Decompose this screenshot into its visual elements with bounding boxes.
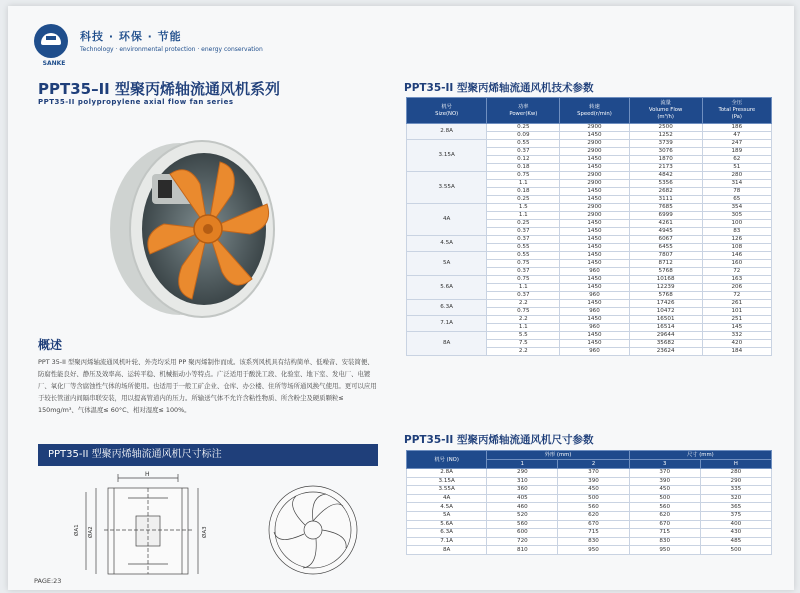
table-cell: 16514 [629, 324, 702, 332]
table-row [407, 529, 772, 538]
table-cell: 0.09 [487, 132, 560, 140]
table-cell: 3739 [629, 140, 702, 148]
table-cell: 78 [702, 188, 771, 196]
table-cell: 29644 [629, 332, 702, 340]
dimension-drawing-banner: PPT35-II 型聚丙烯轴流通风机尺寸标注 [38, 444, 378, 466]
table-cell: 6999 [629, 212, 702, 220]
tech-header-en: Size(NO) [435, 110, 459, 117]
size-subheader-cell: 3 [629, 460, 700, 469]
table-cell: 460 [487, 503, 558, 512]
table-cell: 0.55 [487, 244, 560, 252]
table-cell: 247 [702, 140, 771, 148]
model-cell: 4A [407, 494, 487, 503]
model-cell: 3.15A [407, 477, 487, 486]
table-cell: 390 [558, 477, 629, 486]
model-cell: 5A [407, 511, 487, 520]
table-cell: 0.37 [487, 148, 560, 156]
table-cell: 1450 [560, 332, 629, 340]
table-cell: 2900 [560, 212, 629, 220]
model-cell: 5.6A [407, 520, 487, 529]
table-cell: 0.37 [487, 292, 560, 300]
table-cell: 23624 [629, 348, 702, 356]
tech-table-title: PPT35-II 型聚丙烯轴流通风机技术参数 [404, 82, 594, 94]
table-cell: 163 [702, 276, 771, 284]
table-cell: 1450 [560, 156, 629, 164]
tech-header-cell [629, 98, 702, 124]
table-cell: 2173 [629, 164, 702, 172]
table-cell: 1870 [629, 156, 702, 164]
table-cell: 450 [558, 486, 629, 495]
table-cell: 830 [629, 537, 700, 546]
tech-table-header-row [407, 98, 772, 124]
table-cell: 290 [487, 469, 558, 478]
table-cell: 2900 [560, 140, 629, 148]
table-cell: 2500 [629, 124, 702, 132]
model-cell: 5A [407, 252, 487, 276]
model-cell: 3.55A [407, 486, 487, 495]
table-cell: 126 [702, 236, 771, 244]
table-cell: 206 [702, 284, 771, 292]
table-cell: 5356 [629, 180, 702, 188]
table-cell: 520 [487, 511, 558, 520]
table-cell: 0.25 [487, 196, 560, 204]
table-cell: 0.55 [487, 140, 560, 148]
table-cell: 7.5 [487, 340, 560, 348]
table-cell: 1.5 [487, 204, 560, 212]
table-cell: 560 [629, 503, 700, 512]
table-cell: 0.37 [487, 268, 560, 276]
table-cell: 0.55 [487, 252, 560, 260]
table-cell: 365 [700, 503, 771, 512]
table-row [407, 511, 772, 520]
table-row [407, 477, 772, 486]
table-cell: 1450 [560, 196, 629, 204]
tech-header-unit: (Pa) [731, 114, 742, 120]
product-title: PPT35–II 型聚丙烯轴流通风机系列 [38, 80, 280, 98]
table-cell: 430 [700, 529, 771, 538]
table-cell: 5.5 [487, 332, 560, 340]
table-cell: 4842 [629, 172, 702, 180]
tech-header-cell [560, 98, 629, 124]
company-logo-icon [34, 24, 68, 58]
table-cell: 1450 [560, 260, 629, 268]
table-cell: 0.12 [487, 156, 560, 164]
table-cell: 101 [702, 308, 771, 316]
tech-parameter-table [406, 97, 772, 356]
table-cell: 500 [629, 494, 700, 503]
table-cell: 1450 [560, 164, 629, 172]
table-cell: 108 [702, 244, 771, 252]
size-header-model: 机号 (NO) [407, 451, 487, 469]
table-cell: 0.75 [487, 308, 560, 316]
table-row [407, 236, 772, 244]
table-cell: 320 [700, 494, 771, 503]
dim-label-h: H [145, 471, 150, 478]
table-cell: 6067 [629, 236, 702, 244]
table-cell: 2900 [560, 172, 629, 180]
page-header [34, 24, 364, 67]
table-cell: 715 [629, 529, 700, 538]
table-cell: 620 [558, 511, 629, 520]
table-row [407, 300, 772, 308]
table-cell: 1.1 [487, 180, 560, 188]
table-cell: 5768 [629, 292, 702, 300]
tech-header-en: Volume Flow [648, 107, 683, 113]
tech-header-cell [702, 98, 771, 124]
table-cell: 280 [700, 469, 771, 478]
table-cell: 1450 [560, 244, 629, 252]
table-cell: 720 [487, 537, 558, 546]
table-cell: 72 [702, 292, 771, 300]
tech-header-en: Power(Kw) [509, 110, 538, 117]
overview-text: PPT 35-II 型聚丙烯轴流通风机叶轮、外壳均采用 PP 聚丙烯制作而成。该系列风机具有结构简单、低噪音、安装简便、防腐性能良好、静压及效率高、运转平稳、机械振动小等特点。广泛适用于酸洗工段、化验室、地下室、发电厂、电镀厂、氧化厂等含腐蚀性气体的场所使用。也适用于一般工矿企业、仓库、办公楼、住所等场所通风换气使用。更可以应用于较长管道内间隔串联安装，用以提高管道内的压力。所输送气体不允许含粘性物质、所含粉尘及硬质颗粒≤ 150mg/m³、气体温度≤ 60°C、相对湿度≤ 100%。 [38, 358, 377, 414]
table-cell: 2900 [560, 180, 629, 188]
table-cell: 1450 [560, 300, 629, 308]
table-cell: 8712 [629, 260, 702, 268]
table-cell: 1450 [560, 316, 629, 324]
table-cell: 2900 [560, 204, 629, 212]
table-cell: 370 [629, 469, 700, 478]
tech-header-cn: 转速 [589, 103, 600, 110]
model-cell: 4.5A [407, 236, 487, 252]
size-table-header-row [407, 451, 772, 460]
model-cell: 8A [407, 546, 487, 555]
table-cell: 261 [702, 300, 771, 308]
table-cell: 950 [629, 546, 700, 555]
table-cell: 17426 [629, 300, 702, 308]
table-cell: 450 [629, 486, 700, 495]
table-cell: 960 [560, 324, 629, 332]
size-subheader-cell: H [700, 460, 771, 469]
table-row [407, 124, 772, 132]
model-cell: 6.3A [407, 529, 487, 538]
table-cell: 950 [558, 546, 629, 555]
tech-header-en: Total Pressure [718, 107, 756, 113]
table-cell: 620 [629, 511, 700, 520]
overview-heading: 概述 [38, 338, 63, 352]
slogan-english: Technology · environmental protection · energy conservation [80, 46, 263, 53]
size-parameter-table [406, 450, 772, 555]
table-cell: 1450 [560, 132, 629, 140]
product-subtitle: PPT35-II polypropylene axial flow fan series [38, 98, 234, 106]
table-cell: 485 [700, 537, 771, 546]
table-cell: 6455 [629, 244, 702, 252]
table-cell: 560 [558, 503, 629, 512]
table-cell: 0.25 [487, 124, 560, 132]
dim-label-a3: ØA3 [202, 526, 208, 538]
dim-label-a2: ØA2 [88, 526, 94, 538]
table-row [407, 546, 772, 555]
table-cell: 500 [558, 494, 629, 503]
table-cell: 400 [700, 520, 771, 529]
table-cell: 0.75 [487, 276, 560, 284]
table-cell: 405 [487, 494, 558, 503]
table-row [407, 469, 772, 478]
table-cell: 314 [702, 180, 771, 188]
table-cell: 16501 [629, 316, 702, 324]
table-cell: 7807 [629, 252, 702, 260]
table-cell: 62 [702, 156, 771, 164]
table-cell: 1450 [560, 340, 629, 348]
size-header-group2: 尺寸 (mm) [629, 451, 771, 460]
table-row [407, 520, 772, 529]
model-cell: 2.8A [407, 469, 487, 478]
table-cell: 600 [487, 529, 558, 538]
tech-header-cell [487, 98, 560, 124]
table-cell: 4945 [629, 228, 702, 236]
table-cell: 2.2 [487, 300, 560, 308]
table-cell: 184 [702, 348, 771, 356]
dimension-drawing [48, 468, 378, 578]
table-cell: 72 [702, 268, 771, 276]
table-cell: 560 [487, 520, 558, 529]
table-cell: 1450 [560, 220, 629, 228]
table-cell: 186 [702, 124, 771, 132]
tech-header-cn: 全压 [731, 100, 743, 106]
model-cell: 7.1A [407, 316, 487, 332]
table-cell: 670 [558, 520, 629, 529]
table-row [407, 252, 772, 260]
slogan-chinese: 科技 · 环保 · 节能 [80, 30, 182, 43]
table-row [407, 494, 772, 503]
model-cell: 3.15A [407, 140, 487, 172]
size-subheader-cell: 2 [558, 460, 629, 469]
table-cell: 0.37 [487, 236, 560, 244]
model-cell: 2.8A [407, 124, 487, 140]
table-cell: 500 [700, 546, 771, 555]
table-cell: 830 [558, 537, 629, 546]
tech-header-en: Speed(r/min) [577, 110, 612, 117]
table-row [407, 332, 772, 340]
table-cell: 12239 [629, 284, 702, 292]
table-cell: 280 [702, 172, 771, 180]
table-row [407, 316, 772, 324]
table-cell: 370 [558, 469, 629, 478]
table-cell: 0.25 [487, 220, 560, 228]
table-cell: 83 [702, 228, 771, 236]
table-cell: 354 [702, 204, 771, 212]
table-cell: 2900 [560, 124, 629, 132]
model-cell: 5.6A [407, 276, 487, 300]
dim-label-a1: ØA1 [74, 524, 80, 536]
table-cell: 1.1 [487, 324, 560, 332]
table-cell: 145 [702, 324, 771, 332]
table-cell: 1450 [560, 188, 629, 196]
table-cell: 0.37 [487, 228, 560, 236]
table-cell: 0.18 [487, 188, 560, 196]
model-cell: 4.5A [407, 503, 487, 512]
table-cell: 1450 [560, 236, 629, 244]
table-cell: 2900 [560, 148, 629, 156]
table-cell: 335 [700, 486, 771, 495]
table-cell: 960 [560, 348, 629, 356]
table-cell: 189 [702, 148, 771, 156]
table-cell: 65 [702, 196, 771, 204]
tech-header-unit: (m³/h) [657, 114, 674, 120]
table-cell: 51 [702, 164, 771, 172]
table-cell: 0.75 [487, 260, 560, 268]
table-cell: 0.18 [487, 164, 560, 172]
tech-header-cell [407, 98, 487, 124]
table-cell: 1450 [560, 284, 629, 292]
table-cell: 305 [702, 212, 771, 220]
table-row [407, 172, 772, 180]
table-cell: 1450 [560, 228, 629, 236]
table-row [407, 503, 772, 512]
table-cell: 1.1 [487, 284, 560, 292]
table-cell: 146 [702, 252, 771, 260]
table-cell: 1450 [560, 252, 629, 260]
table-cell: 100 [702, 220, 771, 228]
table-cell: 1252 [629, 132, 702, 140]
table-cell: 960 [560, 308, 629, 316]
page-number: PAGE:23 [34, 577, 62, 585]
table-cell: 290 [700, 477, 771, 486]
table-cell: 47 [702, 132, 771, 140]
size-table-title: PPT35-II 型聚丙烯轴流通风机尺寸参数 [404, 434, 594, 446]
tech-header-cn: 功率 [517, 103, 529, 110]
table-cell: 35682 [629, 340, 702, 348]
table-cell: 1.1 [487, 212, 560, 220]
fan-product-photo [92, 134, 312, 324]
table-cell: 375 [700, 511, 771, 520]
table-cell: 10472 [629, 308, 702, 316]
table-cell: 3111 [629, 196, 702, 204]
table-cell: 1450 [560, 276, 629, 284]
table-cell: 960 [560, 268, 629, 276]
table-cell: 420 [702, 340, 771, 348]
table-cell: 0.75 [487, 172, 560, 180]
tech-header-cn: 流量 [660, 100, 671, 106]
table-row [407, 486, 772, 495]
table-row [407, 140, 772, 148]
table-cell: 960 [560, 292, 629, 300]
table-cell: 2682 [629, 188, 702, 196]
table-cell: 160 [702, 260, 771, 268]
table-cell: 5768 [629, 268, 702, 276]
table-row [407, 204, 772, 212]
logo-text: SANKE [42, 60, 66, 67]
table-cell: 251 [702, 316, 771, 324]
table-cell: 10168 [629, 276, 702, 284]
catalog-page [8, 6, 794, 590]
size-header-group1: 外形 (mm) [487, 451, 629, 460]
table-cell: 332 [702, 332, 771, 340]
size-subheader-cell: 1 [487, 460, 558, 469]
table-cell: 360 [487, 486, 558, 495]
model-cell: 7.1A [407, 537, 487, 546]
model-cell: 8A [407, 332, 487, 356]
table-cell: 390 [629, 477, 700, 486]
model-cell: 3.55A [407, 172, 487, 204]
model-cell: 4A [407, 204, 487, 236]
table-cell: 2.2 [487, 316, 560, 324]
table-row [407, 537, 772, 546]
table-cell: 4261 [629, 220, 702, 228]
table-cell: 310 [487, 477, 558, 486]
table-cell: 7685 [629, 204, 702, 212]
table-cell: 715 [558, 529, 629, 538]
table-cell: 810 [487, 546, 558, 555]
table-row [407, 276, 772, 284]
model-cell: 6.3A [407, 300, 487, 316]
table-cell: 2.2 [487, 348, 560, 356]
table-cell: 670 [629, 520, 700, 529]
tech-header-cn: 机号 [441, 103, 452, 110]
table-cell: 3076 [629, 148, 702, 156]
